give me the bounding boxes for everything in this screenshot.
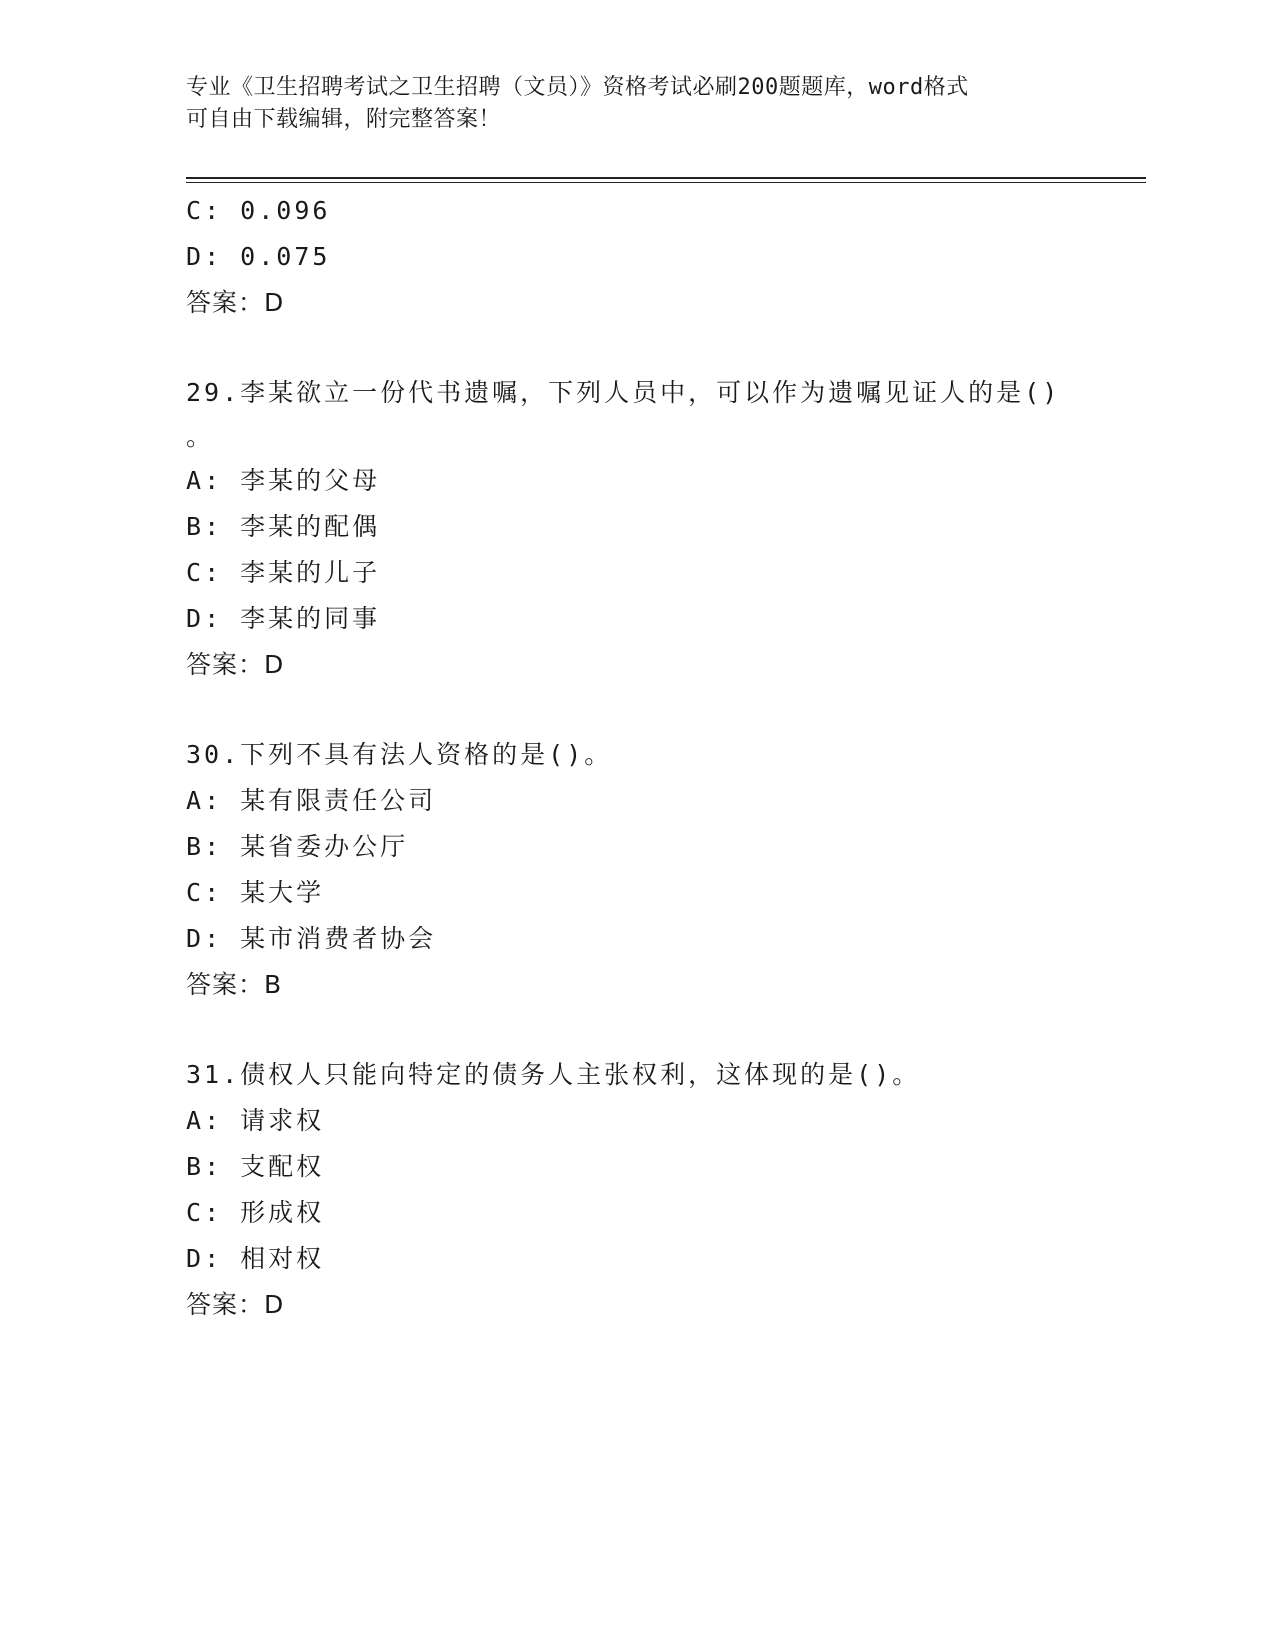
- option-text: 支配权: [240, 1152, 325, 1181]
- answer-label: 答案：: [186, 1290, 265, 1319]
- question-stem: [186, 1052, 1086, 1098]
- question-block-31: [186, 1052, 1086, 1328]
- answer-value: D: [264, 650, 285, 679]
- option-d: D: 0.075: [186, 242, 331, 271]
- question-text: 债权人只能向特定的债务人主张权利，这体现的是()。: [240, 1060, 921, 1089]
- option-letter: A: [186, 786, 205, 815]
- question-stem: [186, 370, 1086, 416]
- option-d: D: 李某的同事: [186, 604, 381, 633]
- option-text: 李某的同事: [240, 604, 381, 633]
- option-letter: D: [186, 1244, 205, 1273]
- option-letter: A: [186, 1106, 205, 1135]
- option-text: 某市消费者协会: [240, 924, 437, 953]
- question-number: 29.: [186, 378, 241, 407]
- answer-label: 答案：: [186, 650, 265, 679]
- option-text: 形成权: [240, 1198, 325, 1227]
- option-text: 0.075: [240, 242, 331, 271]
- question-stem: [186, 732, 1086, 778]
- option-letter: A: [186, 466, 205, 495]
- option-letter: C: [186, 878, 205, 907]
- document-header: [186, 72, 1086, 136]
- question-stem-continuation: 。: [186, 422, 215, 451]
- option-d: D: 相对权: [186, 1244, 325, 1273]
- option-letter: C: [186, 196, 205, 225]
- option-letter: C: [186, 1198, 205, 1227]
- option-a: A: 李某的父母: [186, 466, 381, 495]
- option-letter: B: [186, 832, 205, 861]
- question-block-28: [186, 188, 1086, 326]
- question-number: 31.: [186, 1060, 241, 1089]
- option-text: 李某的儿子: [240, 558, 381, 587]
- option-c: C: 形成权: [186, 1198, 325, 1227]
- option-c: C: 0.096: [186, 196, 331, 225]
- answer-value: D: [264, 288, 285, 317]
- option-text: 李某的配偶: [240, 512, 381, 541]
- header-divider-thick: [186, 177, 1146, 179]
- header-title-line-2: 可自由下载编辑，附完整答案！: [186, 107, 502, 132]
- option-a: A: 某有限责任公司: [186, 786, 437, 815]
- option-letter: B: [186, 512, 205, 541]
- question-block-30: [186, 732, 1086, 1008]
- document-body: [186, 188, 1086, 1372]
- answer-line: [186, 962, 1086, 1008]
- option-text: 请求权: [240, 1106, 325, 1135]
- option-d: D: 某市消费者协会: [186, 924, 437, 953]
- question-number: 30.: [186, 740, 241, 769]
- option-text: 0.096: [240, 196, 331, 225]
- option-letter: D: [186, 924, 205, 953]
- option-c: C: 某大学: [186, 878, 325, 907]
- option-letter: B: [186, 1152, 205, 1181]
- header-divider-thin: [186, 182, 1146, 183]
- option-c: C: 李某的儿子: [186, 558, 381, 587]
- option-b: B: 支配权: [186, 1152, 325, 1181]
- option-letter: C: [186, 558, 205, 587]
- option-text: 李某的父母: [240, 466, 381, 495]
- option-a: A: 请求权: [186, 1106, 325, 1135]
- question-text: 李某欲立一份代书遗嘱，下列人员中，可以作为遗嘱见证人的是(): [240, 378, 1061, 407]
- answer-line: [186, 280, 1086, 326]
- option-letter: D: [186, 604, 205, 633]
- answer-value: D: [264, 1290, 285, 1319]
- option-letter: D: [186, 242, 205, 271]
- question-text: 下列不具有法人资格的是()。: [240, 740, 613, 769]
- option-text: 某大学: [240, 878, 325, 907]
- option-b: B: 某省委办公厅: [186, 832, 409, 861]
- answer-label: 答案：: [186, 288, 265, 317]
- option-text: 相对权: [240, 1244, 325, 1273]
- question-block-29: [186, 370, 1086, 688]
- header-title-line-1: 专业《卫生招聘考试之卫生招聘（文员）》资格考试必刷200题题库，word格式: [186, 75, 969, 100]
- option-b: B: 李某的配偶: [186, 512, 381, 541]
- answer-line: [186, 642, 1086, 688]
- option-text: 某省委办公厅: [240, 832, 409, 861]
- answer-value: B: [264, 970, 283, 999]
- answer-label: 答案：: [186, 970, 265, 999]
- answer-line: [186, 1282, 1086, 1328]
- option-text: 某有限责任公司: [240, 786, 437, 815]
